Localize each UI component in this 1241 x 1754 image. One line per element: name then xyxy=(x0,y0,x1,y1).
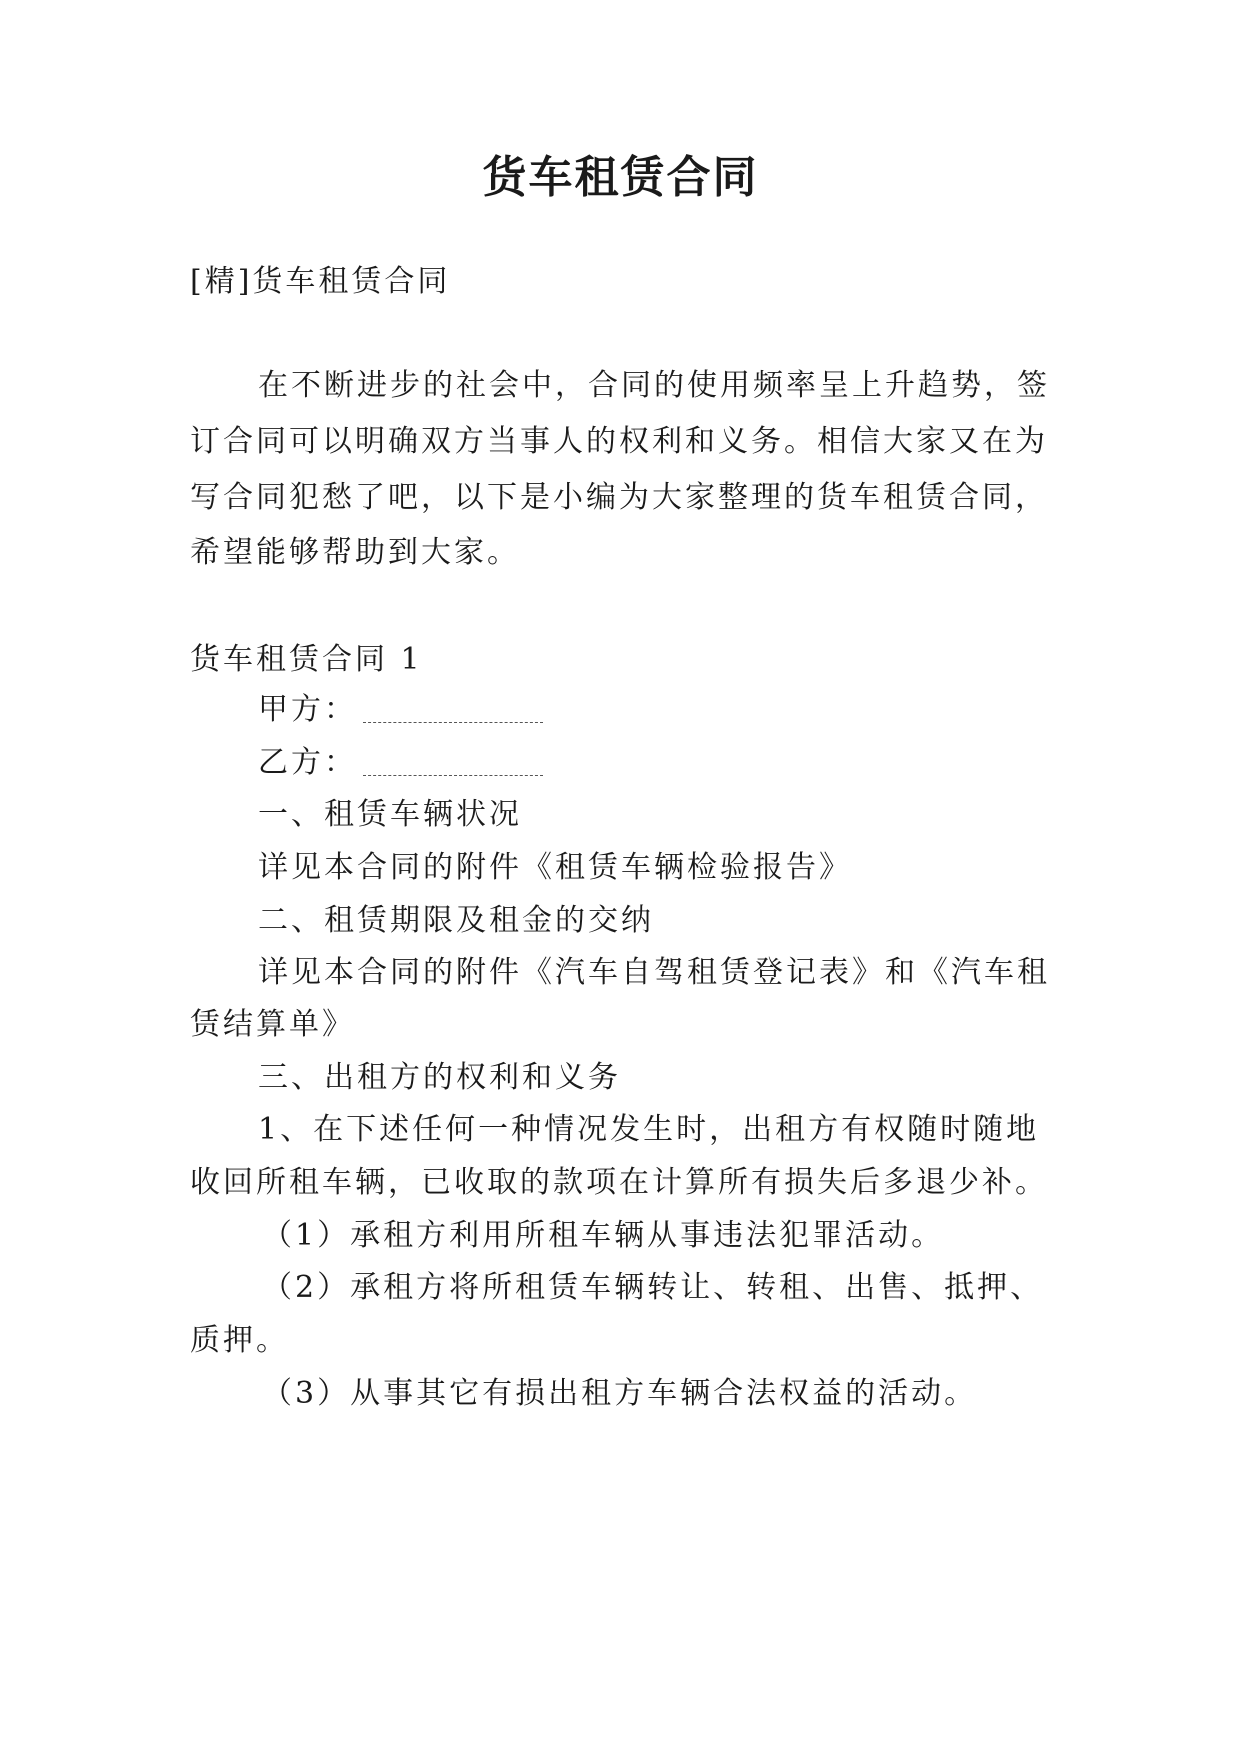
section-2-heading: 二、租赁期限及租金的交纳 xyxy=(258,903,654,938)
section-2-text-line-2: 赁结算单》 xyxy=(190,1007,355,1042)
section-3-subitem-2-line-2: 质押。 xyxy=(190,1323,289,1358)
section-3-subitem-1: （1）承租方利用所租车辆从事违法犯罪活动。 xyxy=(262,1218,945,1253)
party-a-blank xyxy=(363,720,543,723)
section-3-subitem-3: （3）从事其它有损出租方车辆合法权益的活动。 xyxy=(262,1376,978,1411)
intro-line-2: 订合同可以明确双方当事人的权利和义务。相信大家又在为 xyxy=(190,424,1048,459)
document-title: 货车租赁合同 xyxy=(482,152,759,203)
contract-heading: 货车租赁合同 1 xyxy=(190,642,423,677)
intro-line-1: 在不断进步的社会中，合同的使用频率呈上升趋势，签 xyxy=(258,368,1050,403)
party-b-blank xyxy=(363,773,543,776)
party-b-label: 乙方： xyxy=(258,745,357,780)
section-1-text: 详见本合同的附件《租赁车辆检验报告》 xyxy=(258,850,852,885)
section-3-subitem-2-line-1: （2）承租方将所租赁车辆转让、转租、出售、抵押、 xyxy=(262,1270,1044,1305)
document-subtitle: [精]货车租赁合同 xyxy=(190,264,451,299)
intro-line-3: 写合同犯愁了吧，以下是小编为大家整理的货车租赁合同， xyxy=(190,480,1048,515)
section-3-item-1-line-2: 收回所租车辆，已收取的款项在计算所有损失后多退少补。 xyxy=(190,1165,1048,1200)
party-a-label: 甲方： xyxy=(258,692,357,727)
section-1-heading: 一、租赁车辆状况 xyxy=(258,797,522,832)
section-2-text-line-1: 详见本合同的附件《汽车自驾租赁登记表》和《汽车租 xyxy=(258,955,1050,990)
party-a-row xyxy=(258,690,543,730)
section-3-item-1-line-1: 1、在下述任何一种情况发生时，出租方有权随时随地 xyxy=(258,1112,1040,1147)
party-b-row xyxy=(258,743,543,783)
section-3-heading: 三、出租方的权利和义务 xyxy=(258,1060,621,1095)
intro-line-4: 希望能够帮助到大家。 xyxy=(190,535,520,570)
